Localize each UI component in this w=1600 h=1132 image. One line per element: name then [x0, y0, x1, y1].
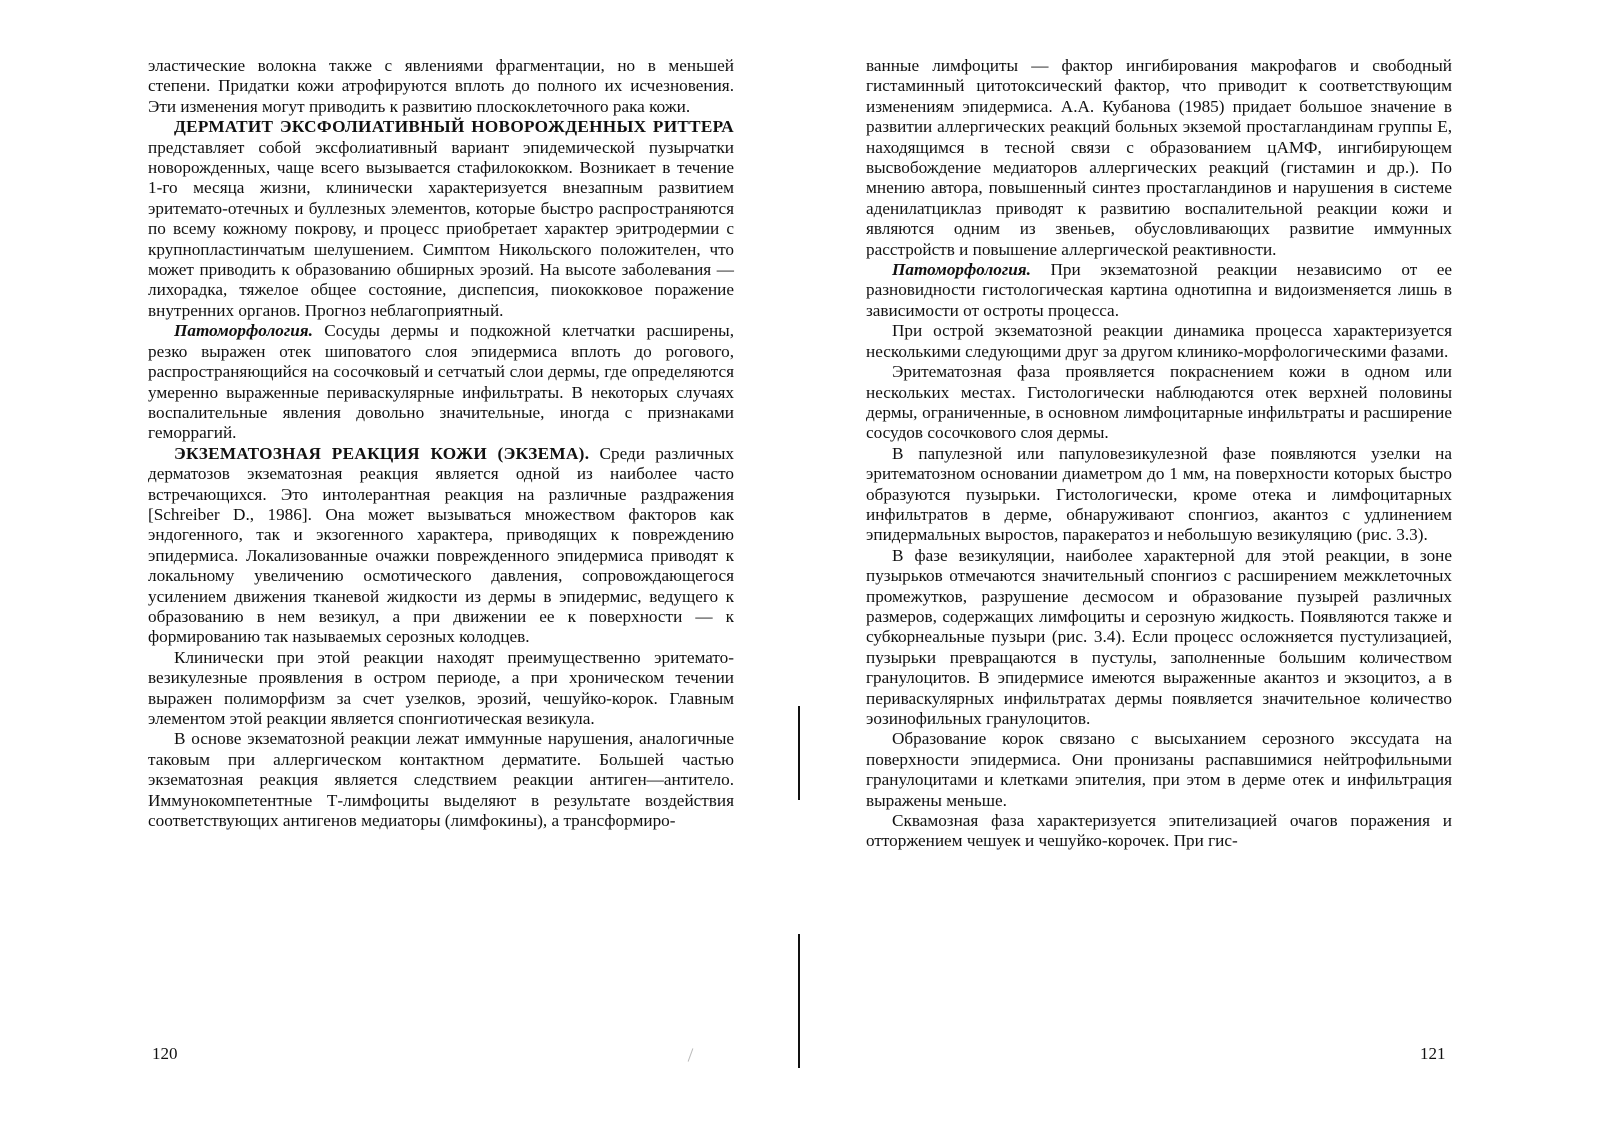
paragraph: Патоморфология. При экзематозной реакции независимо от ее разновидности гистологическая картина однотипна и видоизменяется лишь в зависимости от остроты процесса.: [866, 260, 1452, 320]
paragraph: Клинически при этой реакции находят преимущественно эритемато-везикулезные проявления в остром периоде, а при хроническом течении выражен полиморфизм за счет узелков, эрозий, чешуйко-корок. Главным элементом этой реакции является спонгиотическая везикула.: [148, 647, 734, 728]
section-heading: ЭКЗЕМАТОЗНАЯ РЕАКЦИЯ КОЖИ (ЭКЗЕМА).: [174, 443, 590, 463]
paragraph: Сквамозная фаза характеризуется эпителизацией очагов поражения и отторжением чешуек и чешуйко-корочек. При гис-: [866, 811, 1452, 851]
gutter-line-lower: [798, 934, 800, 1068]
paragraph: Образование корок связано с высыханием серозного экссудата на поверхности эпидермиса. Они пронизаны распавшимися нейтрофильными гранулоцитами и клетками эпителия, при этом в дерме отек и инфильтрация выражены меньше.: [866, 729, 1452, 810]
paragraph: Эритематозная фаза проявляется покраснением кожи в одном или нескольких местах. Гистологически наблюдаются отек верхней половины дермы, ограниченные, в основном лимфоцитарные инфильтраты и расширение сосудов сосочкового слоя дермы.: [866, 362, 1452, 443]
paragraph: ванные лимфоциты — фактор ингибирования макрофагов и свободный гистаминный цитотоксический фактор, что приводит к соответствующим изменениям эпидермиса. А.А. Кубанова (1985) придает большое значение в развитии аллергических реакций больных экземой простагландинам группы Е, находящимся в тесной связи с образованием цАМФ, ингибирующем высвобождение медиаторов аллергических реакций (гистамин и др.). По мнению автора, повышенный синтез простагландинов и нарушения в системе аденилатциклаз приводят к развитию воспалительной реакции кожи и являются одним из звеньев, обусловливающих развитие иммунных расстройств и повышение аллергической реактивности.: [866, 56, 1452, 259]
paragraph: ДЕРМАТИТ ЭКСФОЛИАТИВНЫЙ НОВОРОЖДЕННЫХ РИТТЕРА представляет собой эксфолиативный вариант эпидемической пузырчатки новорожденных, чаще всего вызывается стафилококком. Возникает в течение 1-го месяца жизни, клинически характеризуется внезапным развитием эритемато-отечных и буллезных элементов, которые быстро распространяются по всему кожному покрову, и процесс приобретает характер эритродермии с крупнопластинчатым шелушением. Симптом Никольского положителен, что может приводить к образованию обширных эрозий. На высоте заболевания — лихорадка, тяжелое общее состояние, диспепсия, пиококковое поражение внутренних органов. Прогноз неблагоприятный.: [148, 117, 734, 320]
paragraph-lead: Патоморфология.: [892, 260, 1031, 280]
paragraph: При острой экзематозной реакции динамика процесса характеризуется несколькими следующими друг за другом клинико-морфологическими фазами.: [866, 321, 1452, 361]
right-page-text: [866, 56, 1452, 852]
paragraph: Патоморфология. Сосуды дермы и подкожной клетчатки расширены, резко выражен отек шиповатого слоя эпидермиса вплоть до рогового, распространяющийся на сосочковый и сетчатый слои дермы, где определяются умеренно выраженные периваскулярные инфильтраты. В некоторых случаях воспалительные явления довольно значительные, иногда с признаками геморрагий.: [148, 321, 734, 443]
section-heading: ДЕРМАТИТ ЭКСФОЛИАТИВНЫЙ НОВОРОЖДЕННЫХ РИТТЕРА: [174, 117, 734, 137]
paragraph: эластические волокна также с явлениями фрагментации, но в меньшей степени. Придатки кожи атрофируются вплоть до полного их исчезновения. Эти изменения могут приводить к развитию плоскоклеточного рака кожи.: [148, 56, 734, 116]
page-number-right: 121: [1420, 1044, 1446, 1063]
paragraph: В папулезной или папуловезикулезной фазе появляются узелки на эритематозном основании диаметром до 1 мм, на поверхности которых быстро образуются пузырьки. Гистологически, кроме отека и лимфоцитарных инфильтратов в дерме, обнаруживают спонгиоз, акантоз с удлинением эпидермальных выростов, паракератоз и небольшую везикуляцию (рис. 3.3).: [866, 443, 1452, 545]
paragraph: В основе экзематозной реакции лежат иммунные нарушения, аналогичные таковым при аллергическом контактном дерматите. Большей частью экзематозная реакция является следствием реакции антиген—антитело. Иммунокомпетентные Т-лимфоциты выделяют в результате воздействия соответствующих антигенов медиаторы (лимфокины), а трансформиро-: [148, 729, 734, 831]
paragraph: В фазе везикуляции, наиболее характерной для этой реакции, в зоне пузырьков отмечаются значительный спонгиоз с расширением межклеточных промежутков, разрушение десмосом и образование пузырей различных размеров, содержащих лимфоциты и серозную жидкость. Появляются также и субкорнеальные пузыри (рис. 3.4). Если процесс осложняется пустулизацией, пузырьки превращаются в пустулы, заполненные большим количеством гранулоцитов. В эпидермисе имеются выраженные акантоз и экзоцитоз, а в периваскулярных инфильтратах дермы появляется значительное количество эозинофильных гранулоцитов.: [866, 545, 1452, 728]
scan-mark: [688, 1048, 694, 1061]
gutter-line-upper: [798, 706, 800, 800]
paragraph-lead: Патоморфология.: [174, 321, 313, 341]
left-page: [148, 56, 734, 831]
left-page-text: [148, 56, 734, 831]
page-number-left: 120: [152, 1044, 178, 1063]
right-page: [866, 56, 1452, 852]
paragraph: ЭКЗЕМАТОЗНАЯ РЕАКЦИЯ КОЖИ (ЭКЗЕМА). Среди различных дерматозов экзематозная реакция является одной из наиболее часто встречающихся. Это интолерантная реакция на различные раздражения [Schreiber D., 1986]. Она может вызываться множеством факторов как эндогенного, так и экзогенного характера, приводящих к повреждению эпидермиса. Локализованные очажки поврежденного эпидермиса приводят к локальному увеличению осмотического давления, сопровождающегося усилением движения тканевой жидкости из дермы в эпидермис, ведущего к образованию в нем везикул, а при движении ее к поверхности — к формированию так называемых серозных колодцев.: [148, 443, 734, 647]
